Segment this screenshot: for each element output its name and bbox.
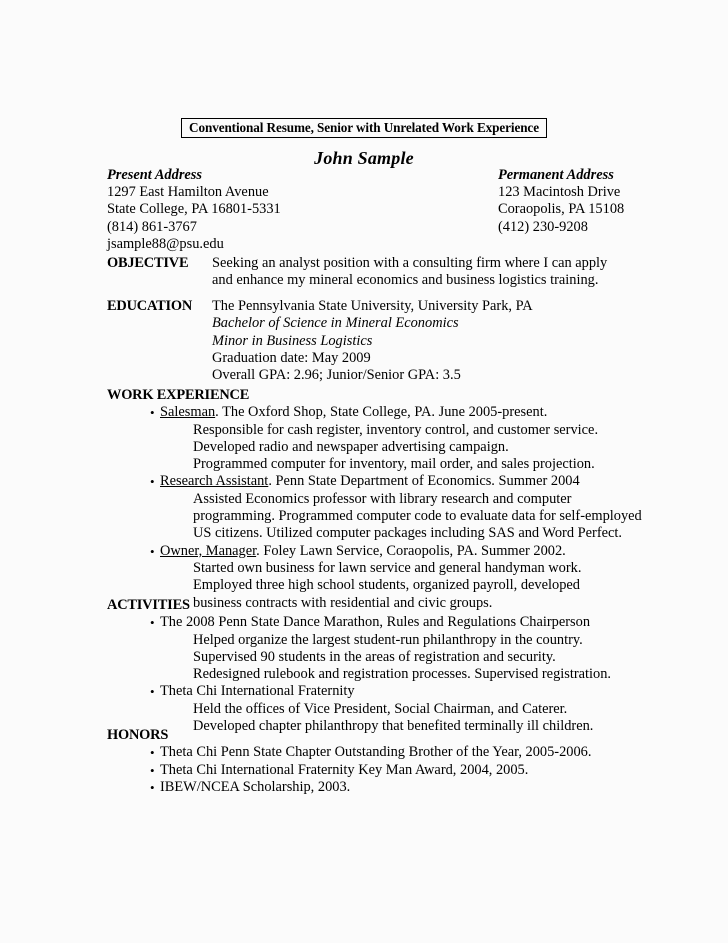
activity-item xyxy=(107,614,717,631)
work-experience-item xyxy=(107,404,717,421)
activity-item xyxy=(107,683,717,700)
activity-item-lead: • The 2008 Penn State Dance Marathon, Rules and Regulations Chairperson xyxy=(160,614,591,631)
education-label: EDUCATION xyxy=(107,298,193,314)
present-address-heading: Present Address xyxy=(107,167,203,183)
objective-body xyxy=(212,255,707,290)
job-title: Salesman xyxy=(160,404,216,421)
education-gpa: Overall GPA: 2.96; Junior/Senior GPA: 3.5 xyxy=(212,367,461,384)
education-body xyxy=(212,298,707,384)
work-experience-heading: WORK EXPERIENCE xyxy=(107,387,250,403)
applicant-name: John Sample xyxy=(314,148,414,168)
education-school: The Pennsylvania State University, University Park, PA xyxy=(212,298,533,314)
honors-section xyxy=(107,727,717,796)
objective-section xyxy=(107,255,707,290)
work-experience-detail: Developed radio and newspaper advertising campaign. xyxy=(193,438,509,455)
honors-list xyxy=(107,744,717,796)
honor-item: • Theta Chi International Fraternity Key Man Award, 2004, 2005. xyxy=(107,762,717,779)
present-address-block xyxy=(107,167,281,253)
present-address-city: State College, PA 16801-5331 xyxy=(107,201,281,218)
activity-detail: Redesigned rulebook and registration processes. Supervised registration. xyxy=(193,666,612,683)
work-experience-detail: Responsible for cash register, inventory control, and customer service. xyxy=(193,421,599,438)
present-address-street: 1297 East Hamilton Avenue xyxy=(107,184,269,201)
permanent-address-phone: (412) 230-9208 xyxy=(498,218,588,235)
activity-detail: Held the offices of Vice President, Social Chairman, and Caterer. xyxy=(193,700,568,717)
present-address-phone: (814) 861-3767 xyxy=(107,218,197,235)
document-title-container xyxy=(0,118,728,138)
education-minor: Minor in Business Logistics xyxy=(212,332,373,349)
objective-line-1: Seeking an analyst position with a consulting firm where I can apply xyxy=(212,255,608,271)
activity-item-lead: • Theta Chi International Fraternity xyxy=(160,683,355,700)
work-experience-detail: Employed three high school students, organized payroll, developed xyxy=(193,577,580,594)
permanent-address-street: 123 Macintosh Drive xyxy=(498,184,621,201)
permanent-address-city: Coraopolis, PA 15108 xyxy=(498,201,625,218)
work-experience-detail: Assisted Economics professor with library research and computer xyxy=(193,490,572,507)
work-experience-detail: US citizens. Utilized computer packages including SAS and Word Perfect. xyxy=(193,525,622,542)
honors-heading: HONORS xyxy=(107,727,169,743)
activity-detail: Developed chapter philanthropy that benefited terminally ill children. xyxy=(193,718,594,735)
work-experience-detail: Started own business for lawn service and general handyman work. xyxy=(193,559,582,576)
work-experience-detail: Programmed computer for inventory, mail order, and sales projection. xyxy=(193,456,595,473)
activity-detail: Helped organize the largest student-run philanthropy in the country. xyxy=(193,631,583,648)
honor-item: • IBEW/NCEA Scholarship, 2003. xyxy=(107,779,717,796)
work-experience-item-lead xyxy=(160,473,717,490)
job-employer-dates: . Foley Lawn Service, Coraopolis, PA. Summer 2002. xyxy=(256,542,566,559)
work-experience-detail: business contracts with residential and civic groups. xyxy=(193,594,493,611)
activities-list xyxy=(107,614,717,735)
job-title: Owner, Manager xyxy=(160,542,257,559)
work-experience-item-lead xyxy=(160,404,717,421)
permanent-address-heading: Permanent Address xyxy=(498,167,614,183)
objective-label: OBJECTIVE xyxy=(107,255,189,271)
job-employer-dates: . The Oxford Shop, State College, PA. June 2005-present. xyxy=(215,404,548,421)
job-title: Research Assistant xyxy=(160,473,269,490)
activities-section xyxy=(107,594,717,735)
honor-item: • Theta Chi Penn State Chapter Outstanding Brother of the Year, 2005-2006. xyxy=(107,744,717,761)
work-experience-list xyxy=(107,404,717,612)
education-degree: Bachelor of Science in Mineral Economics xyxy=(212,315,459,332)
objective-line-2: and enhance my mineral economics and business logistics training. xyxy=(212,272,599,289)
document-title-box: Conventional Resume, Senior with Unrelated Work Experience xyxy=(181,118,547,138)
permanent-address-block xyxy=(498,167,624,236)
work-experience-item xyxy=(107,473,717,490)
job-employer-dates: . Penn State Department of Economics. Summer 2004 xyxy=(268,473,580,490)
activity-detail: Supervised 90 students in the areas of registration and security. xyxy=(193,648,556,665)
work-experience-item-lead xyxy=(160,543,717,560)
activities-heading: ACTIVITIES xyxy=(107,597,190,613)
work-experience-item xyxy=(107,543,717,560)
work-experience-section xyxy=(107,387,717,612)
education-graduation-date: Graduation date: May 2009 xyxy=(212,349,371,366)
present-address-email: jsample88@psu.edu xyxy=(107,235,224,252)
work-experience-detail: programming. Programmed computer code to evaluate data for self-employed xyxy=(193,508,642,525)
education-section xyxy=(107,298,707,384)
